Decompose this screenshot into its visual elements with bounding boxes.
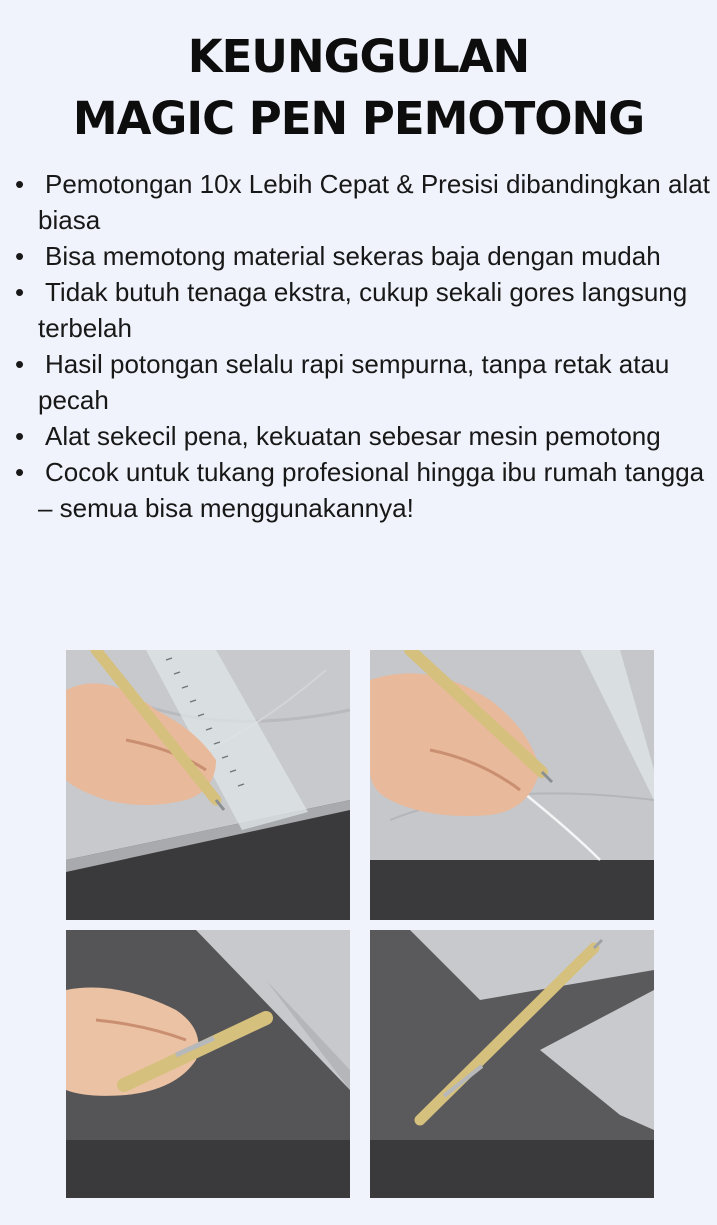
photo-illustration	[66, 930, 350, 1198]
bullet-icon: •	[15, 421, 25, 451]
benefit-text: Bisa memotong material sekeras baja dengan mudah	[45, 241, 661, 271]
benefit-text: Pemotongan 10x Lebih Cepat & Presisi dibandingkan alat biasa	[38, 169, 710, 235]
benefit-item	[0, 346, 717, 418]
bullet-icon: •	[15, 349, 25, 379]
photo-illustration	[370, 930, 654, 1198]
benefits-list	[0, 166, 717, 526]
bullet-icon: •	[15, 457, 25, 487]
benefit-text: Cocok untuk tukang profesional hingga ibu rumah tangga – semua bisa menggunakannya!	[38, 457, 705, 523]
benefit-item	[0, 274, 717, 346]
title-line-2: MAGIC PEN PEMOTONG	[72, 92, 645, 145]
page-title	[0, 26, 717, 150]
bullet-icon: •	[15, 241, 25, 271]
photo-illustration	[66, 650, 350, 920]
benefit-text: Hasil potongan selalu rapi sempurna, tanpa retak atau pecah	[38, 349, 670, 415]
benefit-item	[0, 454, 717, 526]
benefit-item	[0, 238, 717, 274]
benefit-item	[0, 418, 717, 454]
pen-on-tile-photo	[370, 930, 654, 1198]
bullet-icon: •	[15, 169, 25, 199]
photo-illustration	[370, 650, 654, 920]
holding-pen-photo	[66, 930, 350, 1198]
bullet-icon: •	[15, 277, 25, 307]
scoring-tile-photo	[370, 650, 654, 920]
title-line-1: KEUNGGULAN	[187, 30, 530, 83]
benefit-item	[0, 166, 717, 238]
benefit-text: Alat sekecil pena, kekuatan sebesar mesin pemotong	[45, 421, 661, 451]
cutting-tile-with-ruler-photo	[66, 650, 350, 920]
benefit-text: Tidak butuh tenaga ekstra, cukup sekali gores langsung terbelah	[38, 277, 688, 343]
